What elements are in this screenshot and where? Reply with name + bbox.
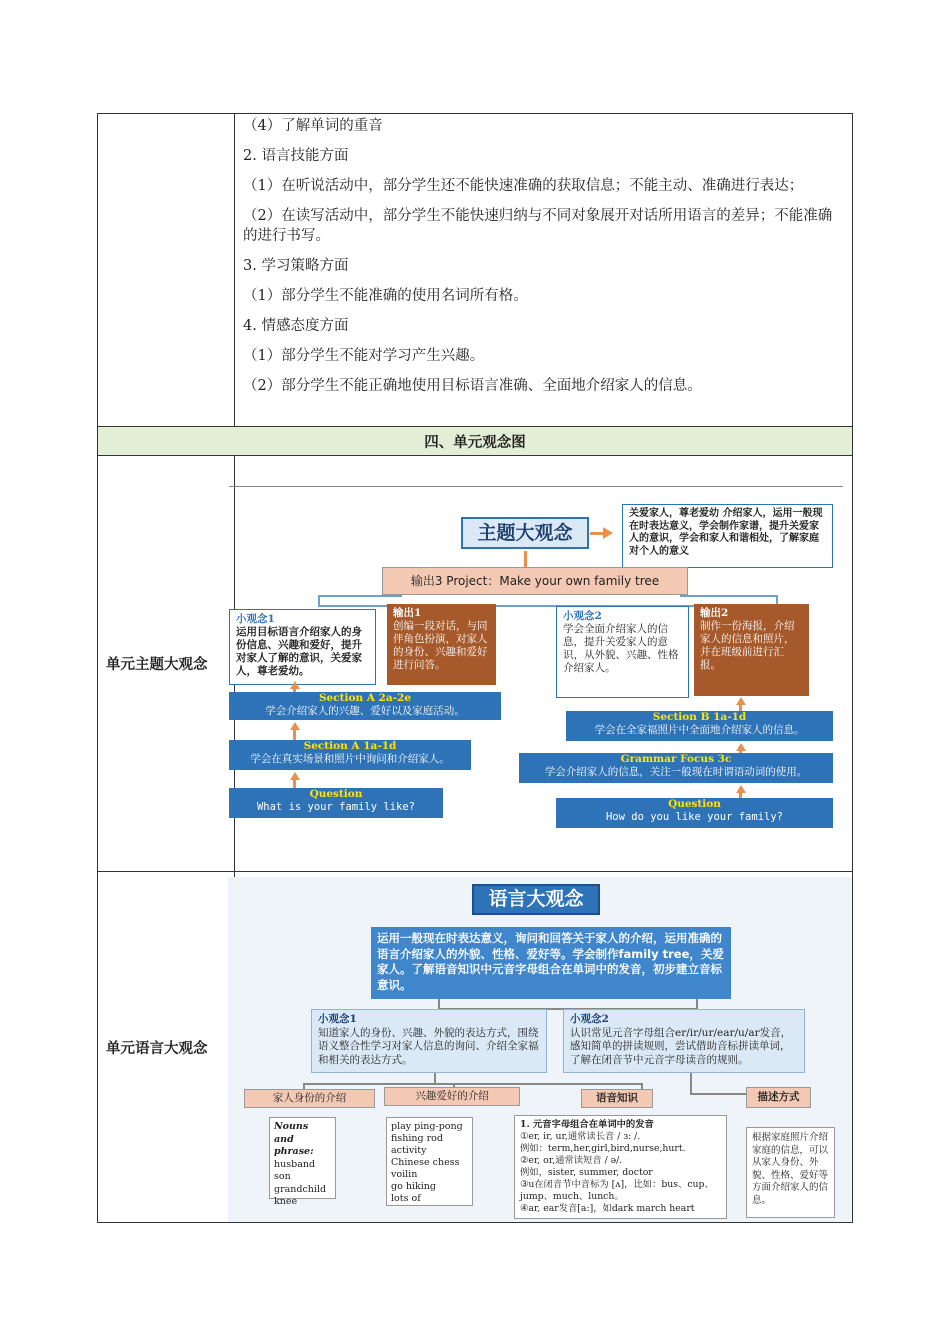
phonics-line: ④ar, ear发音[a:]，如dark march heart bbox=[520, 1203, 695, 1214]
category-identity: 家人身份的介绍 bbox=[244, 1089, 375, 1108]
idea-text: 学会全面介绍家人的信息，提升关爱家人的意识，从外貌、兴趣、性格介绍家人。 bbox=[563, 623, 679, 674]
list-item: voilin bbox=[391, 1169, 418, 1180]
text-line: 2. 语言技能方面 bbox=[243, 148, 349, 164]
output-title: 输出1 bbox=[393, 607, 422, 619]
question-text: What is your family like? bbox=[256, 801, 416, 813]
text-line: （1）部分学生不能准确的使用名词所有格。 bbox=[243, 288, 528, 304]
theme-question1 bbox=[229, 788, 443, 818]
phonics-box bbox=[514, 1115, 727, 1219]
category-phonics: 语音知识 bbox=[581, 1089, 653, 1108]
phonics-head: 1. 元音字母组合在单词中的发音 bbox=[520, 1119, 654, 1130]
section-title: Grammar Focus 3c bbox=[620, 753, 732, 765]
list-item: fishing rod bbox=[391, 1133, 443, 1144]
row-label-language: 单元语言大观念 bbox=[98, 872, 235, 1223]
theme-idea2 bbox=[556, 606, 689, 698]
phonics-line: ③u在闭音节中音标为 [ʌ]，比如：bus、cup、jump、much、lunch。 bbox=[520, 1179, 714, 1202]
text-line: 4. 情感态度方面 bbox=[243, 318, 349, 334]
section-text: 学会介绍家人的兴趣、爱好以及家庭活动。 bbox=[265, 705, 465, 717]
theme-sectionA2 bbox=[229, 692, 501, 720]
section3-left-cell bbox=[98, 114, 235, 427]
language-idea2 bbox=[563, 1009, 805, 1073]
section4-header: 四、单元观念图 bbox=[98, 427, 853, 456]
output-text: 制作一份海报，介绍家人的信息和照片，并在班级前进行汇报。 bbox=[700, 620, 795, 671]
section3-content bbox=[235, 114, 853, 427]
text-line: （2）部分学生不能正确地使用目标语言准确、全面地介绍家人的信息。 bbox=[243, 378, 702, 394]
phonics-line: 例如：term,her,girl,bird,nurse,hurt. bbox=[520, 1143, 686, 1154]
theme-output2 bbox=[694, 604, 809, 696]
list-item: Chinese chess bbox=[391, 1157, 460, 1168]
idea-title: 小观念1 bbox=[318, 1013, 357, 1025]
list-item: play ping-pong bbox=[391, 1121, 463, 1132]
section-text: 学会在真实场景和照片中询问和介绍家人。 bbox=[250, 753, 450, 765]
list-item: lots of bbox=[391, 1193, 421, 1204]
text-line: （4）了解单词的重音 bbox=[243, 118, 383, 134]
list-head: Nouns and phrase: bbox=[274, 1121, 314, 1157]
question-text: How do you like your family? bbox=[605, 811, 783, 823]
idea-title: 小观念2 bbox=[570, 1013, 609, 1025]
section-text: 学会介绍家人的信息，关注一般现在时谓语动词的使用。 bbox=[544, 766, 808, 778]
category-description: 描述方式 bbox=[746, 1087, 811, 1108]
phonics-line: ①er, ir, ur,通常读长音 / ɜ: /. bbox=[520, 1131, 641, 1142]
text-line: （2）在读写活动中，部分学生不能快速归纳与不同对象展开对话所用语言的差异；不能准确的进行书写。 bbox=[243, 208, 833, 244]
text-line: 3. 学习策略方面 bbox=[243, 258, 349, 274]
theme-idea1 bbox=[229, 609, 376, 685]
phonics-line: ②er, or,通常读短音 / ə/. bbox=[520, 1155, 623, 1166]
section-title: Section A 2a-2e bbox=[318, 692, 412, 704]
language-title-box: 语言大观念 bbox=[472, 884, 600, 915]
section-title: Section A 1a-1d bbox=[303, 740, 397, 752]
text-line: （1）部分学生不能对学习产生兴趣。 bbox=[243, 348, 485, 364]
theme-question2 bbox=[556, 798, 833, 828]
theme-sectionA1 bbox=[229, 740, 471, 770]
idea-title: 小观念1 bbox=[236, 613, 275, 625]
theme-title-box: 主题大观念 bbox=[461, 517, 589, 549]
list-item: activity bbox=[391, 1145, 427, 1156]
idea-title: 小观念2 bbox=[563, 610, 602, 622]
list-item: go hiking bbox=[391, 1181, 436, 1192]
list-item: knee bbox=[274, 1196, 298, 1207]
output-text: 创编一段对话，与同伴角色扮演，对家人的身份、兴趣和爱好进行问答。 bbox=[393, 620, 488, 671]
idea-text: 知道家人的身份、兴趣、外貌的表达方式，围绕语义整合性学习对家人信息的询问、介绍全家福和相关的表达方式。 bbox=[318, 1026, 539, 1066]
section-title: Section B 1a-1d bbox=[652, 711, 747, 723]
text-line: （1）在听说活动中，部分学生还不能快速准确的获取信息；不能主动、准确进行表达； bbox=[243, 178, 804, 194]
list-item: husband bbox=[274, 1158, 316, 1170]
list-item: grandchild bbox=[274, 1183, 327, 1195]
project-box: 输出3 Project：Make your own family tree bbox=[382, 567, 688, 595]
output-title: 输出2 bbox=[700, 607, 729, 619]
language-idea1 bbox=[311, 1009, 547, 1073]
theme-sectionB bbox=[566, 711, 833, 741]
idea-text: 运用目标语言介绍家人的身份信息、兴趣和爱好，提升对家人了解的意识，关爱家人，尊老爱幼。 bbox=[236, 626, 362, 677]
idea-text: 认识常见元音字母组合er/ir/ur/ear/u/ar发音，感知简单的拼读规则，尝试借助音标拼读单词，了解在闭音节中元音字母读音的规则。 bbox=[570, 1026, 792, 1066]
theme-output1 bbox=[387, 604, 496, 685]
row-label-theme: 单元主题大观念 bbox=[98, 456, 235, 872]
vocab-list-identity bbox=[269, 1117, 336, 1207]
theme-grammar bbox=[519, 753, 833, 783]
description-box: 根据家庭照片介绍家庭的信息，可以从家人身份、外貌、性格、爱好等方面介绍家人的信息。 bbox=[746, 1127, 835, 1218]
phonics-line: 例如，sister, summer, doctor bbox=[520, 1167, 653, 1178]
section-text: 学会在全家福照片中全面地介绍家人的信息。 bbox=[594, 724, 805, 736]
language-summary: 运用一般现在时表达意义，询问和回答关于家人的介绍，运用准确的语言介绍家人的外貌、性格、爱好等。学会制作family tree，关爱家人。了解语音知识中元音字母组合在单词中的发音，初步建立音标意识。 bbox=[371, 927, 731, 999]
theme-title-desc: 关爱家人，尊老爱幼 介绍家人，运用一般现在时表达意义，学会制作家谱，提升关爱家人的意识，学会和家人和谐相处，了解家庭对个人的意义 bbox=[622, 504, 833, 568]
vocab-list-hobby bbox=[386, 1117, 473, 1206]
question-title: Question bbox=[309, 788, 363, 800]
question-title: Question bbox=[668, 798, 721, 810]
category-hobby: 兴趣爱好的介绍 bbox=[384, 1087, 520, 1106]
list-item: son bbox=[274, 1171, 291, 1182]
